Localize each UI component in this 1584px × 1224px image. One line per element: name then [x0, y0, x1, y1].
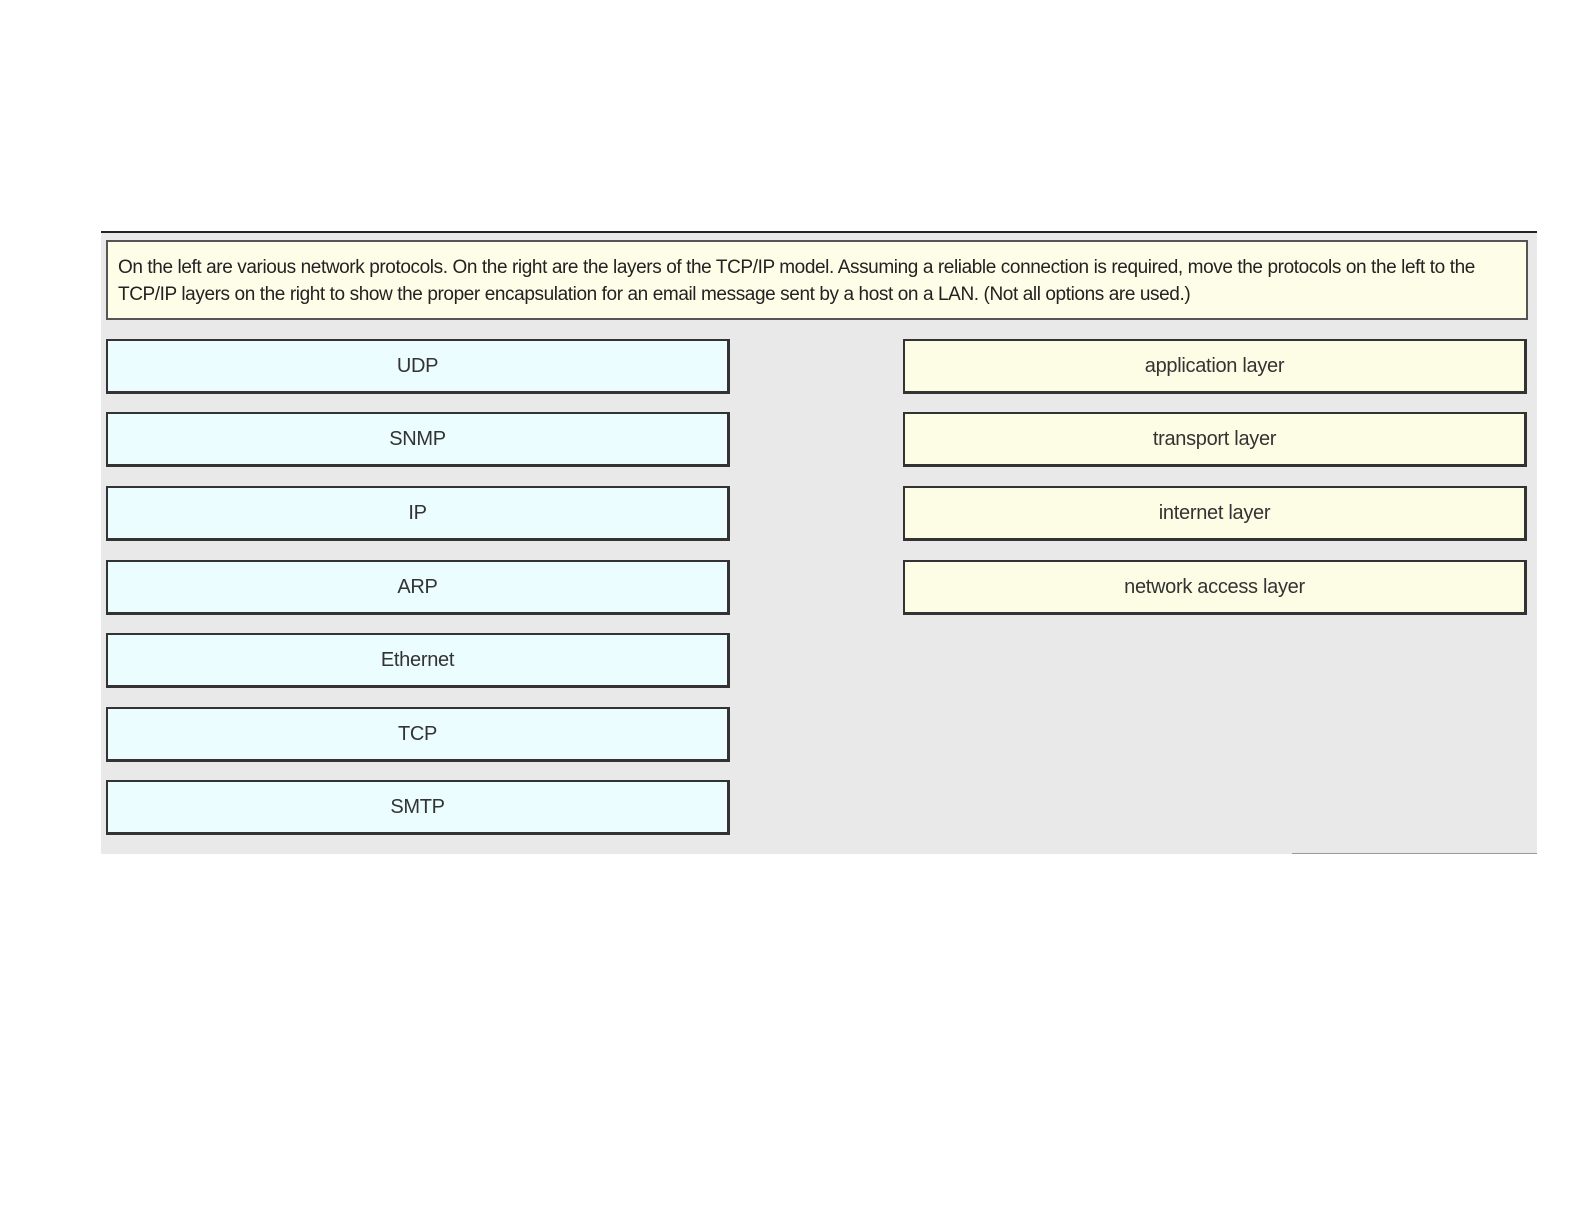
layer-target-application[interactable]: application layer	[903, 339, 1527, 394]
protocol-tile-arp[interactable]: ARP	[106, 560, 730, 615]
panel-divider	[1292, 853, 1537, 854]
protocol-tile-udp[interactable]: UDP	[106, 339, 730, 394]
protocol-tile-tcp[interactable]: TCP	[106, 707, 730, 762]
protocol-tile-snmp[interactable]: SNMP	[106, 412, 730, 467]
instructions-text: On the left are various network protocols. On the right are the layers of the TCP/IP model. Assuming a reliable connection is required, move the protocols on the left to the TCP/IP layers on the right to show the proper encapsulation for an email message sent by a host on a LAN. (Not all options are used.)	[106, 240, 1528, 320]
protocol-tile-ip[interactable]: IP	[106, 486, 730, 541]
protocol-tile-smtp[interactable]: SMTP	[106, 780, 730, 835]
protocol-tile-ethernet[interactable]: Ethernet	[106, 633, 730, 688]
layer-target-internet[interactable]: internet layer	[903, 486, 1527, 541]
layer-target-transport[interactable]: transport layer	[903, 412, 1527, 467]
layer-target-network-access[interactable]: network access layer	[903, 560, 1527, 615]
